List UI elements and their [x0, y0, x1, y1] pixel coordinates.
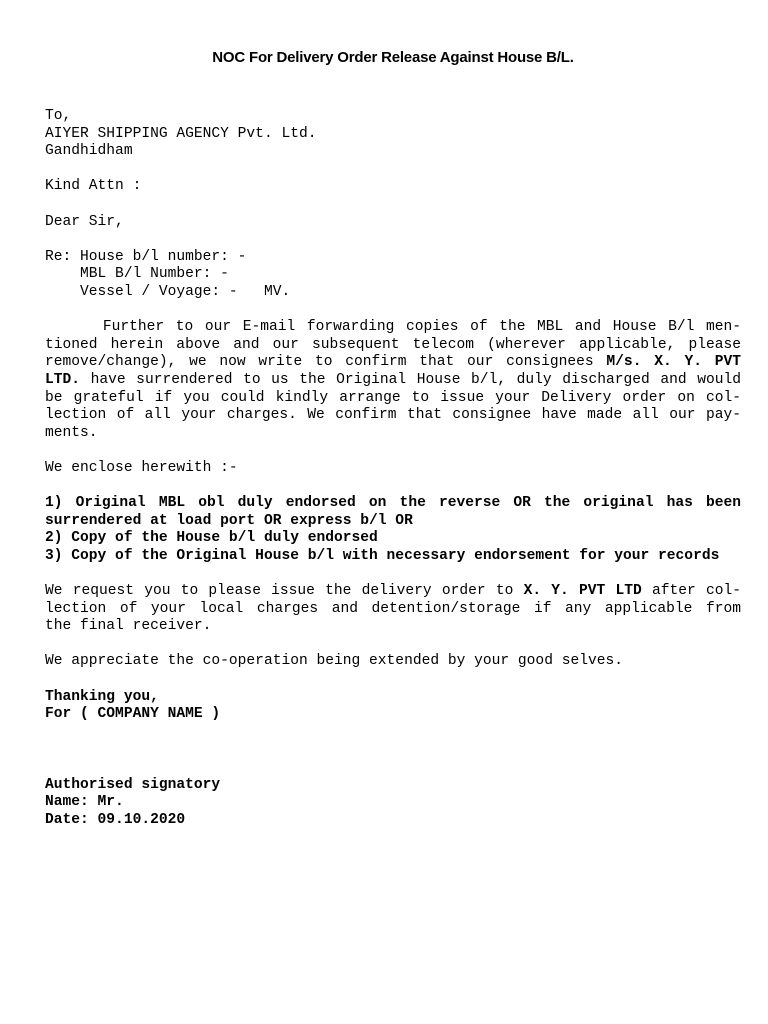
para1-line: lection of all your charges. We confirm that consignee have made all our pay-	[45, 407, 741, 424]
re-vessel-voyage: Vessel / Voyage: - MV.	[45, 283, 291, 300]
enclosure-item-2: 2) Copy of the House b/l duly endorsed	[45, 530, 378, 547]
para2-line-1-text: We request you to please issue the delivery order to	[45, 583, 514, 600]
para1-line	[45, 354, 741, 372]
consignee-name: M/s. X. Y. PVT	[606, 354, 741, 371]
para2-line	[45, 583, 741, 601]
kind-attn: Kind Attn :	[45, 178, 142, 195]
para1-line: tioned herein above and our subsequent telecom (wherever applicable, please	[45, 336, 741, 353]
para2-line: the final receiver.	[45, 618, 212, 635]
enclosure-list	[45, 495, 741, 565]
paragraph-surrender	[45, 319, 741, 442]
enclosure-item-1: 1) Original MBL obl duly endorsed on the reverse OR the original has been	[45, 495, 741, 512]
para1-line-4-text: have surrendered to us the Original House b/l, duly discharged and would	[80, 371, 741, 388]
agency-city: Gandhidham	[45, 143, 133, 160]
para1-line: be grateful if you could kindly arrange to issue your Delivery order on col-	[45, 389, 741, 406]
appreciation-text: We appreciate the co-operation being extended by your good selves.	[45, 653, 624, 670]
para1-line: ments.	[45, 424, 98, 441]
closing-company: For ( COMPANY NAME )	[45, 706, 221, 723]
signatory-label: Authorised signatory	[45, 776, 221, 793]
re-mbl-number: MBL B/l Number: -	[45, 266, 229, 283]
letter-body	[45, 108, 741, 829]
para1-line-3-text: remove/change), we now write to confirm that our consignees	[45, 354, 594, 371]
enclose-label: We enclose herewith :-	[45, 459, 238, 476]
para1-line-1: Further to our E-mail forwarding copies of the MBL and House B/l men-	[45, 319, 741, 336]
para2-line: lection of your local charges and detention/storage if any applicable from	[45, 600, 741, 617]
enclosure-item-3: 3) Copy of the Original House b/l with necessary endorsement for your records	[45, 547, 720, 564]
paragraph-request	[45, 583, 741, 636]
delivery-party-name: X. Y. PVT LTD	[523, 583, 642, 600]
salutation: Dear Sir,	[45, 213, 124, 230]
agency-name: AIYER SHIPPING AGENCY Pvt. Ltd.	[45, 125, 317, 142]
signatory-date: Date: 09.10.2020	[45, 811, 186, 828]
para1-line	[45, 372, 741, 390]
signatory-name: Name: Mr.	[45, 794, 124, 811]
document-title: NOC For Delivery Order Release Against House B/L.	[212, 49, 574, 66]
para2-line-1-tail: after col-	[651, 583, 741, 600]
to-label: To,	[45, 108, 72, 124]
re-house-bl: Re: House b/l number: -	[45, 248, 247, 265]
closing-thanks: Thanking you,	[45, 688, 159, 705]
consignee-name-cont: LTD.	[45, 371, 81, 388]
enclosure-item-1-cont: surrendered at load port OR express b/l OR	[45, 512, 413, 529]
para1-line	[45, 319, 741, 337]
